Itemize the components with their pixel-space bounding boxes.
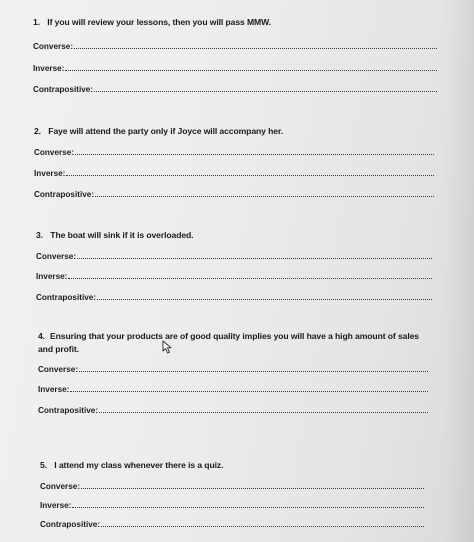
q2-converse-line[interactable] [75,154,434,155]
q3-converse-label: Converse: [36,252,77,261]
question-2-number: 2. [34,126,41,136]
q5-inverse-label: Inverse: [40,501,72,510]
q1-converse-line[interactable] [74,48,437,49]
q3-converse-line[interactable] [77,258,432,259]
q5-contrapositive-label: Contrapositive: [40,520,101,529]
q3-contrapositive-field[interactable] [36,291,432,302]
q2-inverse-label: Inverse: [34,169,66,178]
question-4 [38,330,438,356]
page-edge-shadow [444,0,474,542]
q3-inverse-line[interactable] [68,278,432,279]
mouse-pointer-icon [162,340,174,354]
q4-contrapositive-label: Contrapositive: [38,406,99,415]
q4-converse-line[interactable] [79,371,428,372]
q1-converse-field[interactable] [33,40,437,51]
q2-converse-field[interactable] [34,146,434,157]
q4-inverse-line[interactable] [70,391,428,392]
question-1-number: 1. [33,17,40,27]
q4-converse-field[interactable] [38,363,428,374]
q2-inverse-line[interactable] [66,175,434,176]
q5-contrapositive-line[interactable] [101,526,424,527]
q5-inverse-line[interactable] [72,507,424,508]
q4-inverse-field[interactable] [38,383,428,394]
question-4-text-line2: and profit. [38,344,79,354]
q1-inverse-field[interactable] [33,62,437,73]
q5-contrapositive-field[interactable] [40,518,424,529]
q1-converse-label: Converse: [33,42,74,51]
q2-contrapositive-field[interactable] [34,188,434,199]
q2-contrapositive-label: Contrapositive: [34,190,95,199]
q3-inverse-field[interactable] [36,270,432,281]
q4-inverse-label: Inverse: [38,385,70,394]
q1-contrapositive-line[interactable] [94,91,437,92]
q5-converse-field[interactable] [40,480,424,491]
question-1 [33,17,271,27]
question-4-text-line1: Ensuring that your products are of good quality implies you will have a high amount of sales [50,331,419,341]
question-4-number: 4. [38,331,45,341]
q5-converse-line[interactable] [81,488,424,489]
q2-contrapositive-line[interactable] [95,196,434,197]
q3-contrapositive-line[interactable] [97,299,432,300]
q5-converse-label: Converse: [40,482,81,491]
q1-contrapositive-field[interactable] [33,83,437,94]
q3-contrapositive-label: Contrapositive: [36,293,97,302]
q3-inverse-label: Inverse: [36,272,68,281]
question-2 [34,126,283,136]
q2-converse-label: Converse: [34,148,75,157]
question-5 [40,460,223,470]
question-1-text: If you will review your lessons, then you will pass MMW. [47,17,271,27]
question-3 [36,230,193,240]
q2-inverse-field[interactable] [34,167,434,178]
q4-contrapositive-field[interactable] [38,404,428,415]
question-5-number: 5. [40,460,47,470]
q1-inverse-label: Inverse: [33,64,65,73]
q5-inverse-field[interactable] [40,499,424,510]
question-2-text: Faye will attend the party only if Joyce will accompany her. [48,126,283,136]
q1-inverse-line[interactable] [65,70,437,71]
q1-contrapositive-label: Contrapositive: [33,85,94,94]
q4-converse-label: Converse: [38,365,79,374]
q4-contrapositive-line[interactable] [99,412,428,413]
question-3-text: The boat will sink if it is overloaded. [50,230,194,240]
q3-converse-field[interactable] [36,250,432,261]
question-3-number: 3. [36,230,43,240]
question-5-text: I attend my class whenever there is a quiz. [54,460,224,470]
